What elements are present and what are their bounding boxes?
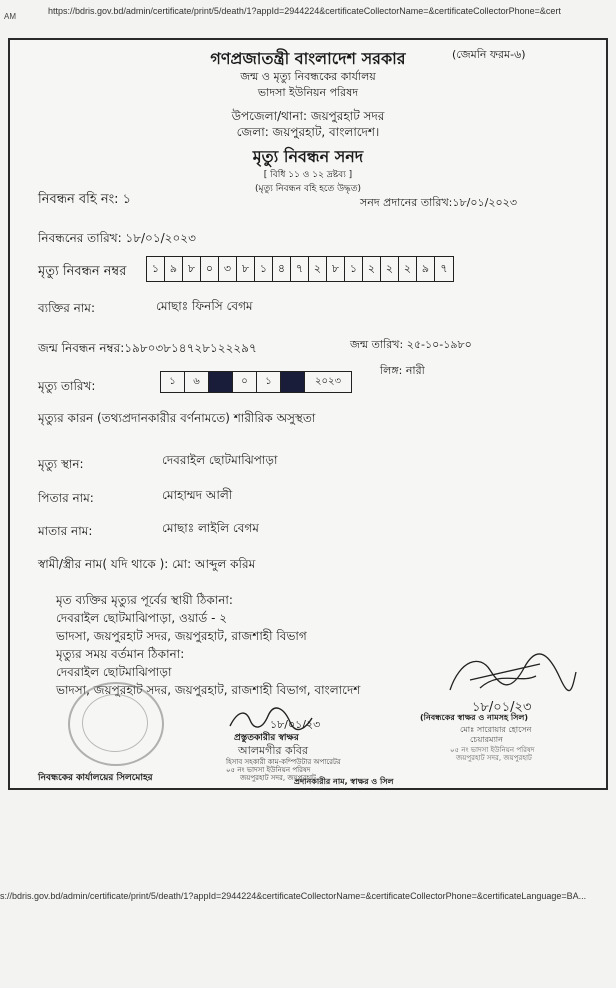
registrar-title: চেয়ারম্যান <box>470 735 503 744</box>
death-date-cell: ৬ <box>185 372 209 392</box>
registrar-signature-icon <box>440 650 580 700</box>
preparer-name: আলমগীর কবির <box>238 744 309 757</box>
name-label: ব্যক্তির নাম: <box>38 301 96 315</box>
death-date-cell <box>209 372 233 392</box>
mother-label: মাতার নাম: <box>38 524 93 538</box>
death-reg-digit: ৭ <box>440 261 448 275</box>
preparer-union: ০৫ নং ভাদসা ইউনিয়ন পরিষদ <box>226 766 311 774</box>
gender: লিঙ্গ: নারী <box>380 364 425 377</box>
place-label: মৃত্যু স্থান: <box>38 457 84 471</box>
death-reg-digit: ১ <box>255 257 273 281</box>
registrar-date: ১৮/০১/২৩ <box>472 700 532 715</box>
death-reg-digit: ২ <box>309 257 327 281</box>
preparer-district: জয়পুরহাট সদর, জয়পুরহাট <box>240 774 316 782</box>
certificate-title: মৃত্যু নিবন্ধন সনদ <box>252 147 364 166</box>
death-date-cell: ২০২৩ <box>314 375 341 387</box>
present-address-line1: দেবরাইল ছোটমাঝিপাড়া <box>56 665 172 679</box>
father-label: পিতার নাম: <box>38 491 94 505</box>
death-reg-digit: ৪ <box>273 257 291 281</box>
form-tag: (জেমনি ফরম-৬) <box>452 48 526 61</box>
government-title: গণপ্রজাতন্ত্রী বাংলাদেশ সরকার <box>210 49 406 68</box>
book-number: নিবন্ধন বহি নং: ১ <box>38 192 132 207</box>
issuer-label: প্রদানকারীর নাম, স্বাক্ষর ও সিল <box>294 777 394 786</box>
death-reg-digit: ৮ <box>237 257 255 281</box>
death-date-box <box>160 371 352 393</box>
place-value: দেবরাইল ছোটমাঝিপাড়া <box>162 453 278 467</box>
print-url-header: https://bdris.gov.bd/admin/certificate/print/5/death/1?appId=2944224&certificateCollectorName=&certificateCollectorPhone=&cert <box>48 6 561 16</box>
preparer-designation: হিসাব সহকারী কাম-কম্পিউটার অপারেটর <box>226 758 341 766</box>
registration-date: নিবন্ধনের তারিখ: ১৮/০১/২০২৩ <box>38 231 196 245</box>
death-reg-digit: ১ <box>345 257 363 281</box>
death-reg-digit: ৮ <box>183 257 201 281</box>
death-reg-digit: ২ <box>363 257 381 281</box>
date-of-birth: জন্ম তারিখ: ২৫-১০-১৯৮০ <box>350 338 472 351</box>
cause-of-death: মৃত্যুর কারন (তথ্যপ্রদানকারীর বর্ণনামতে) শারীরিক অসুস্থতা <box>38 411 316 425</box>
death-reg-digit: ৯ <box>165 257 183 281</box>
death-reg-digit: ৮ <box>327 257 345 281</box>
death-reg-digit: ২ <box>399 257 417 281</box>
issue-date: সনদ প্রদানের তারিখ:১৮/০১/২০২৩ <box>360 196 517 209</box>
permanent-address-line2: ভাদসা, জয়পুরহাট সদর, জয়পুরহাট, রাজশাহী বিভাগ <box>56 629 307 643</box>
office-seal-label: নিবন্ধকের কার্যালয়ের সিলমোহর <box>38 773 153 783</box>
print-url-footer: s://bdris.gov.bd/admin/certificate/print/5/death/1?appId=2944224&certificateCollectorName=&certificateCollectorPhone=&certificateLanguage=BA... <box>0 891 587 901</box>
spouse-name: স্বামী/স্ত্রীর নাম( যদি থাকে ): মো: আব্দুল করিম <box>38 557 256 571</box>
death-reg-digit: ১ <box>147 257 165 281</box>
registrar-name: মোঃ সারোয়ার হোসেন <box>460 725 532 734</box>
registrar-district: জয়পুরহাট সদর, জয়পুরহাট <box>456 754 532 762</box>
union-title: ভাদসা ইউনিয়ন পরিষদ <box>257 86 359 99</box>
death-reg-number-box <box>146 256 454 282</box>
mother-value: মোছাঃ লাইলি বেগম <box>162 521 259 535</box>
death-date-label: মৃত্যু তারিখ: <box>38 379 96 393</box>
death-reg-digit: ২ <box>381 257 399 281</box>
death-reg-digit: ৯ <box>417 257 435 281</box>
rule-reference: [ বিধি ১১ ও ১২ দ্রষ্টব্য ] <box>263 170 353 180</box>
district-line: জেলা: জয়পুরহাট, বাংলাদেশ। <box>236 125 380 139</box>
death-reg-digit: ৩ <box>219 257 237 281</box>
death-date-cell <box>281 372 305 392</box>
death-reg-digit: ৭ <box>291 257 309 281</box>
birth-reg-number: জন্ম নিবন্ধন নম্বর:১৯৮০৩৮১৪৭২৮১২২২৯৭ <box>38 341 257 355</box>
death-reg-label: মৃত্যু নিবন্ধন নম্বর <box>38 264 127 279</box>
permanent-address-line1: দেবরাইল ছোটমাঝিপাড়া, ওয়ার্ড - ২ <box>56 611 228 625</box>
present-address-heading: মৃত্যুর সময় বর্তমান ঠিকানা: <box>56 647 185 661</box>
death-reg-digit: ০ <box>201 257 219 281</box>
registrar-union: ০৫ নং ভাদসা ইউনিয়ন পরিষদ <box>450 746 535 754</box>
present-address-line2: ভাদসা, জয়পুরহাট সদর, জয়পুরহাট, রাজশাহী বিভাগ, বাংলাদেশ <box>56 683 361 697</box>
office-seal-icon <box>68 682 164 766</box>
source-note: (মৃত্যু নিবন্ধন বহি হতে উদ্ধৃত) <box>254 184 362 194</box>
permanent-address-heading: মৃত ব্যক্তির মৃত্যুর পূর্বের স্থায়ী ঠিকানা: <box>56 593 233 607</box>
upazila-line: উপজেলা/থানা: জয়পুরহাট সদর <box>231 109 385 123</box>
name-value: মোছাঃ ফিনসি বেগম <box>156 299 253 313</box>
office-title: জন্ম ও মৃত্যু নিবন্ধকের কার্যালয় <box>240 70 376 83</box>
registrar-label: (নিবন্ধকের স্বাক্ষর ও নামসহ সিল) <box>420 713 529 722</box>
death-date-cell: ১ <box>257 372 281 392</box>
father-value: মোহাম্মদ আলী <box>162 488 233 502</box>
time-label: AM <box>4 12 16 21</box>
preparer-label: প্রস্তুতকারীর স্বাক্ষর <box>234 733 299 743</box>
handwritten-date: ১৮/০১/২৩ <box>270 718 321 731</box>
death-date-cell: ১ <box>161 372 185 392</box>
death-date-cell: ০ <box>233 372 257 392</box>
